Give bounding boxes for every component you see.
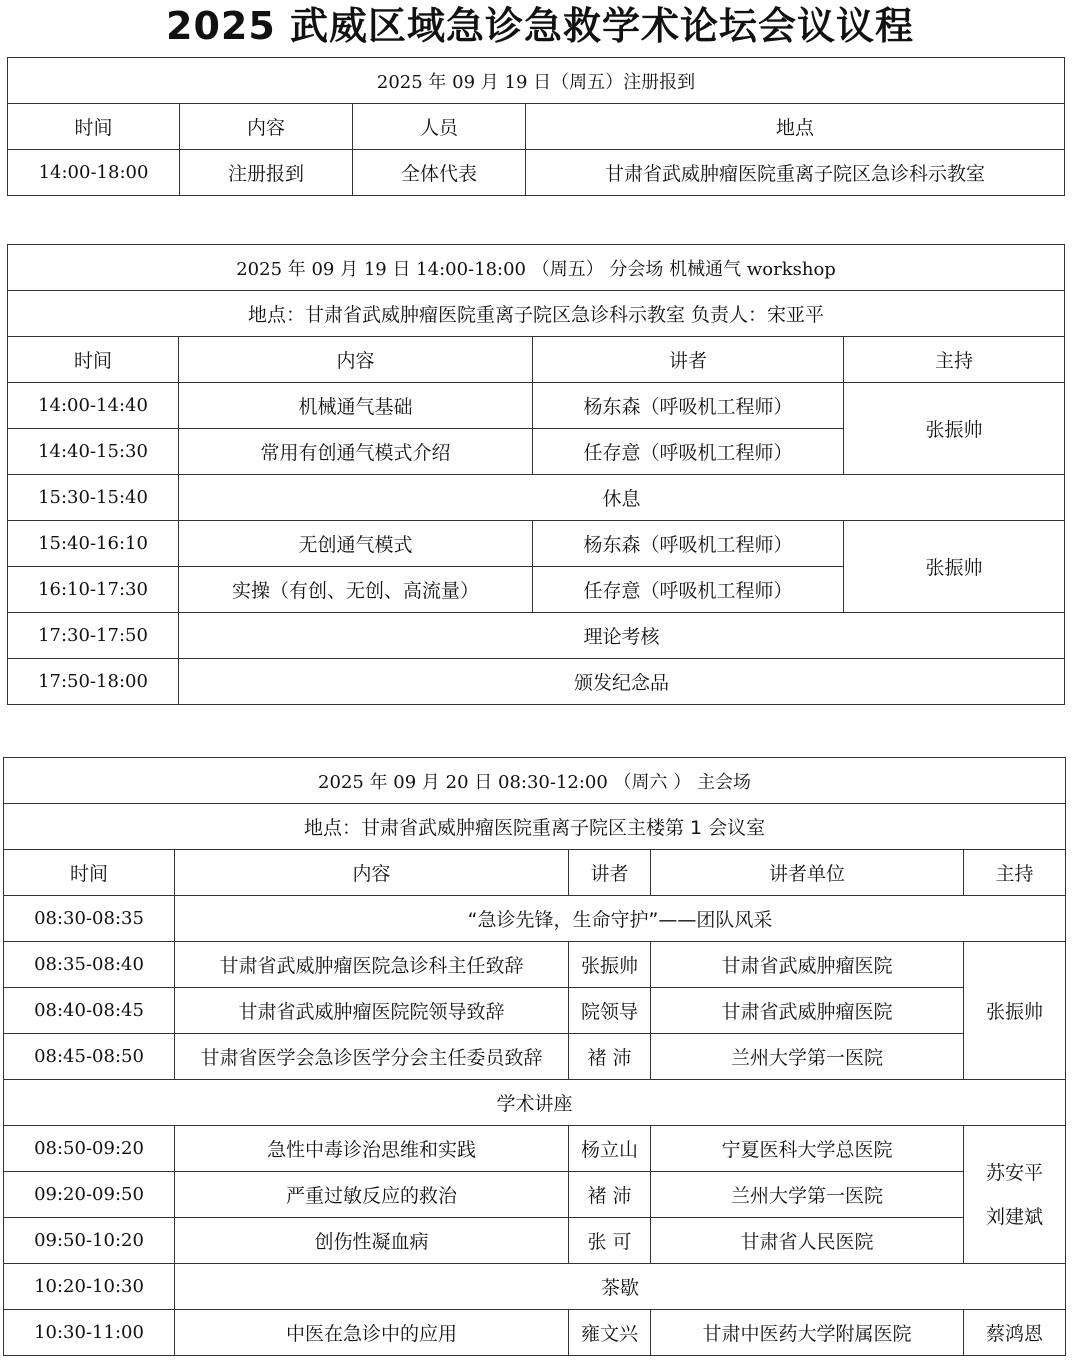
time-cell: 17:50-18:00 <box>8 659 179 705</box>
content-cell: 严重过敏反应的救治 <box>175 1172 569 1218</box>
workshop-header-location: 地点：甘肃省武威肿瘤医院重离子院区急诊科示教室 负责人：宋亚平 <box>8 291 1065 337</box>
column-header: 时间 <box>8 337 179 383</box>
time-cell: 09:20-09:50 <box>4 1172 175 1218</box>
column-header: 讲者 <box>569 850 651 896</box>
content-cell: 急性中毒诊治思维和实践 <box>175 1126 569 1172</box>
time-cell: 17:30-17:50 <box>8 613 179 659</box>
registration-header: 2025 年 09 月 19 日（周五）注册报到 <box>8 58 1065 104</box>
time-cell: 10:20-10:30 <box>4 1264 175 1310</box>
org-cell: 甘肃中医药大学附属医院 <box>651 1310 964 1356</box>
registration-table <box>7 57 1065 196</box>
table-row <box>4 850 1066 896</box>
speaker-cell: 院领导 <box>569 988 651 1034</box>
table-row <box>8 291 1065 337</box>
table-row <box>8 521 1065 567</box>
host-cell: 张振帅 <box>844 383 1065 475</box>
time-cell: 09:50-10:20 <box>4 1218 175 1264</box>
time-cell: 08:30-08:35 <box>4 896 175 942</box>
workshop-table <box>7 244 1065 705</box>
speaker-cell: 张振帅 <box>569 942 651 988</box>
table-row <box>4 988 1066 1034</box>
table-row <box>8 383 1065 429</box>
content-cell: “急诊先锋，生命守护”——团队风采 <box>175 896 1066 942</box>
time-cell: 10:30-11:00 <box>4 1310 175 1356</box>
content-cell: 颁发纪念品 <box>179 659 1065 705</box>
host-name: 苏安平 <box>986 1161 1044 1184</box>
time-cell: 14:00-14:40 <box>8 383 179 429</box>
table-row <box>8 475 1065 521</box>
table-row <box>8 245 1065 291</box>
table-row <box>4 1264 1066 1310</box>
time-cell: 14:40-15:30 <box>8 429 179 475</box>
org-cell: 兰州大学第一医院 <box>651 1034 964 1080</box>
content-cell: 中医在急诊中的应用 <box>175 1310 569 1356</box>
table-row <box>4 896 1066 942</box>
table-row <box>4 942 1066 988</box>
column-header: 讲者单位 <box>651 850 964 896</box>
time-cell: 16:10-17:30 <box>8 567 179 613</box>
table-row <box>8 659 1065 705</box>
org-cell: 宁夏医科大学总医院 <box>651 1126 964 1172</box>
content-cell: 甘肃省武威肿瘤医院急诊科主任致辞 <box>175 942 569 988</box>
speaker-cell: 雍文兴 <box>569 1310 651 1356</box>
content-cell: 创伤性凝血病 <box>175 1218 569 1264</box>
speaker-cell: 杨东森（呼吸机工程师） <box>533 383 844 429</box>
column-header: 主持 <box>844 337 1065 383</box>
speaker-cell: 褚 沛 <box>569 1034 651 1080</box>
time-cell: 08:40-08:45 <box>4 988 175 1034</box>
table-row <box>4 804 1066 850</box>
main-header-location: 地点：甘肃省武威肿瘤医院重离子院区主楼第 1 会议室 <box>4 804 1066 850</box>
time-cell: 14:00-18:00 <box>8 150 180 196</box>
speaker-cell: 杨东森（呼吸机工程师） <box>533 521 844 567</box>
host-name: 刘建斌 <box>986 1205 1044 1228</box>
section-cell: 学术讲座 <box>4 1080 1066 1126</box>
table-row <box>4 1126 1066 1172</box>
content-cell: 注册报到 <box>180 150 353 196</box>
break-cell: 休息 <box>179 475 1065 521</box>
speaker-cell: 张 可 <box>569 1218 651 1264</box>
host-cell: 张振帅 <box>964 942 1066 1080</box>
column-header: 人员 <box>353 104 526 150</box>
page-title: 2025 武威区域急诊急救学术论坛会议议程 <box>166 4 914 48</box>
host-cell: 蔡鸿恩 <box>964 1310 1066 1356</box>
column-header: 主持 <box>964 850 1066 896</box>
time-cell: 08:35-08:40 <box>4 942 175 988</box>
host-cell: 张振帅 <box>844 521 1065 613</box>
time-cell: 08:50-09:20 <box>4 1126 175 1172</box>
content-cell: 无创通气模式 <box>179 521 533 567</box>
main-header-date: 2025 年 09 月 20 日 08:30-12:00 （周六 ） 主会场 <box>4 758 1066 804</box>
place-cell: 甘肃省武威肿瘤医院重离子院区急诊科示教室 <box>526 150 1065 196</box>
main-session-table <box>3 757 1066 1356</box>
org-cell: 兰州大学第一医院 <box>651 1172 964 1218</box>
table-row <box>8 58 1065 104</box>
content-cell: 甘肃省武威肿瘤医院院领导致辞 <box>175 988 569 1034</box>
content-cell: 机械通气基础 <box>179 383 533 429</box>
column-header: 内容 <box>175 850 569 896</box>
table-row <box>8 337 1065 383</box>
speaker-cell: 杨立山 <box>569 1126 651 1172</box>
table-row <box>4 1034 1066 1080</box>
table-row <box>4 1310 1066 1356</box>
column-header: 讲者 <box>533 337 844 383</box>
speaker-cell: 任存意（呼吸机工程师） <box>533 429 844 475</box>
workshop-header-date: 2025 年 09 月 19 日 14:00-18:00 （周五） 分会场 机械通气 workshop <box>8 245 1065 291</box>
column-header: 时间 <box>8 104 180 150</box>
speaker-cell: 任存意（呼吸机工程师） <box>533 567 844 613</box>
org-cell: 甘肃省人民医院 <box>651 1218 964 1264</box>
time-cell: 08:45-08:50 <box>4 1034 175 1080</box>
content-cell: 理论考核 <box>179 613 1065 659</box>
table-row <box>8 104 1065 150</box>
org-cell: 甘肃省武威肿瘤医院 <box>651 988 964 1034</box>
people-cell: 全体代表 <box>353 150 526 196</box>
table-row <box>4 1172 1066 1218</box>
content-cell: 甘肃省医学会急诊医学分会主任委员致辞 <box>175 1034 569 1080</box>
time-cell: 15:30-15:40 <box>8 475 179 521</box>
time-cell: 15:40-16:10 <box>8 521 179 567</box>
table-row <box>4 1218 1066 1264</box>
table-row <box>8 150 1065 196</box>
column-header: 内容 <box>179 337 533 383</box>
column-header: 时间 <box>4 850 175 896</box>
content-cell: 常用有创通气模式介绍 <box>179 429 533 475</box>
table-row <box>8 613 1065 659</box>
column-header: 内容 <box>180 104 353 150</box>
break-cell: 茶歇 <box>175 1264 1066 1310</box>
table-row <box>4 1080 1066 1126</box>
table-row <box>4 758 1066 804</box>
content-cell: 实操（有创、无创、高流量） <box>179 567 533 613</box>
host-cell <box>964 1126 1066 1264</box>
column-header: 地点 <box>526 104 1065 150</box>
speaker-cell: 褚 沛 <box>569 1172 651 1218</box>
org-cell: 甘肃省武威肿瘤医院 <box>651 942 964 988</box>
